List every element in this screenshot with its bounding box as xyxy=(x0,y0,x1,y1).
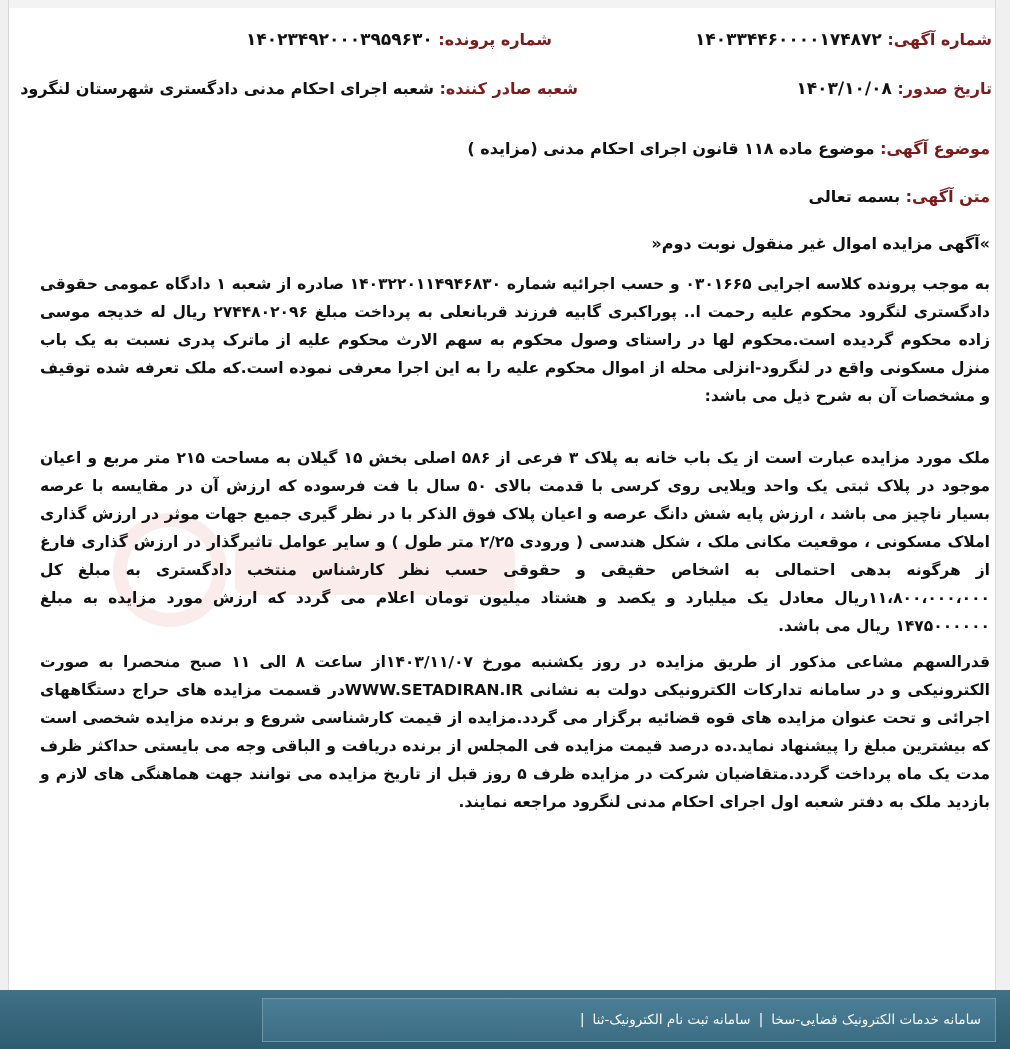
issue-date-row xyxy=(796,79,992,99)
case-number-row xyxy=(246,30,552,50)
footer-separator-end: | xyxy=(579,1012,585,1028)
notice-number: ۱۴۰۳۳۴۴۶۰۰۰۰۱۷۴۸۷۲ xyxy=(695,30,882,50)
body-label: متن آگهی: xyxy=(905,187,990,206)
subject-label: موضوع آگهی: xyxy=(880,139,990,158)
sana-link[interactable]: سامانه ثبت نام الکترونیک-ثنا xyxy=(592,1012,751,1028)
notice-number-row xyxy=(695,30,992,50)
paragraph-case-details: به موجب پرونده کلاسه اجرایی ۰۳۰۱۶۶۵ و حسب اجرائیه شماره ۱۴۰۳۲۲۰۱۱۴۹۴۶۸۳۰ صادره از شعبه ۱ دادگاه عمومی حقوقی دادگستری لنگرود محکوم علیه رحمت ا.. پوراکبری گابیه فرزند قربانعلی به پرداخت مبلغ ۲۷۴۴۸۰۲۰۹۶ ریال له خدیجه موسی زاده محکوم گردیده است.محکوم لها در راستای وصول محکوم به سهم الارث محکوم علیه از ماترک پدری نسبت به یک باب منزل مسکونی واقع در لنگرود-انزلی محله از اموال محکوم علیه را به این اجرا معرفی نموده است.که ملک تعرفه شده توقیف و مشخصات آن به شرح ذیل می باشد: xyxy=(40,275,990,405)
issuing-branch: شعبه اجرای احکام مدنی دادگستری شهرستان لنگرود xyxy=(20,79,434,98)
announcement-title: »آگهی مزایده اموال غیر منقول نوبت دوم« xyxy=(651,234,990,253)
paragraph-auction-terms: قدرالسهم مشاعی مذکور از طریق مزایده در روز یکشنبه مورخ ۱۴۰۳/۱۱/۰۷از ساعت ۸ الی ۱۱ صبح منحصرا به صورت الکترونیکی و در سامانه تدارکات الکترونیکی دولت به نشانی WWW.SETADIRAN.IRدر قسمت مزایده های حراج دستگاههای اجرائی و تحت عنوان مزایده های قوه قضائیه برگزار می گردد.مزایده از قیمت کارشناسی شروع و برنده مزایده شخصی است که بیشترین مبلغ را پیشنهاد نماید.ده درصد قیمت مزایده فی المجلس از برنده دریافت و الباقی وجه می بایستی حداکثر ظرف مدت یک ماه پرداخت گردد.متقاضیان شرکت در مزایده ظرف ۵ روز قبل از تاریخ مزایده می توانند جهت هماهنگی های لازم و بازدید ملک به دفتر شعبه اول اجرای احکام مدنی لنگرود مراجعه نمایند. xyxy=(40,653,990,811)
subject: موضوع ماده ۱۱۸ قانون اجرای احکام مدنی (مزایده ) xyxy=(467,139,875,158)
subject-row xyxy=(467,139,990,158)
notice-number-label: شماره آگهی: xyxy=(887,30,992,49)
case-number: ۱۴۰۲۳۴۹۲۰۰۰۳۹۵۹۶۳۰ xyxy=(245,30,433,50)
issuing-branch-label: شعبه صادر کننده: xyxy=(439,79,578,98)
footer-bar xyxy=(0,990,1010,1049)
right-scrollbar-track[interactable] xyxy=(995,0,1010,990)
top-border xyxy=(0,0,1010,8)
body-label-row xyxy=(809,187,990,206)
issuing-branch-row xyxy=(20,79,578,98)
issue-date-label: تاریخ صدور: xyxy=(897,79,992,98)
case-number-label: شماره پرونده: xyxy=(438,30,552,49)
sakha-link[interactable]: سامانه خدمات الکترونیک قضایی-سخا xyxy=(771,1012,981,1028)
footer-separator: | xyxy=(758,1012,764,1028)
paragraph-property-details: ملک مورد مزایده عبارت است از یک باب خانه به پلاک ۳ فرعی از ۵۸۶ اصلی بخش ۱۵ گیلان به مساحت ۲۱۵ متر مربع و اعیان موجود در پلاک ثبتی یک واحد ویلایی روی کرسی با قدمت بالای ۵۰ سال با فت فرسوده که ارزش آن در مقایسه با عرصه بسیار ناچیز می باشد ، ارزش پایه شش دانگ عرصه و اعیان پلاک فوق الذکر با در نظر گیری جمیع جهات موثر در ارزش گذاری املاک مسکونی ، موقعیت مکانی ملک ، شکل هندسی ( ورودی ۲/۲۵ متر طول ) و سایر عوامل تاثیرگذار در ارزش گذاری فارغ از هرگونه بدهی احتمالی به اشخاص حقیقی و حقوقی حسب نظر کارشناس منتخب دادگستری به مبلغ کل ۱۱،۸۰۰،۰۰۰،۰۰۰ریال معادل یک میلیارد و یکصد و هشتاد میلیون تومان اعلام می گردد که ارزش مورد مزایده به مبلغ ۱۴۷۵۰۰۰۰۰۰ ریال می باشد. xyxy=(40,449,990,635)
body-intro: بسمه تعالی xyxy=(808,187,901,206)
left-border xyxy=(0,0,9,990)
issue-date: ۱۴۰۳/۱۰/۰۸ xyxy=(796,79,892,99)
footer-links xyxy=(262,998,996,1042)
